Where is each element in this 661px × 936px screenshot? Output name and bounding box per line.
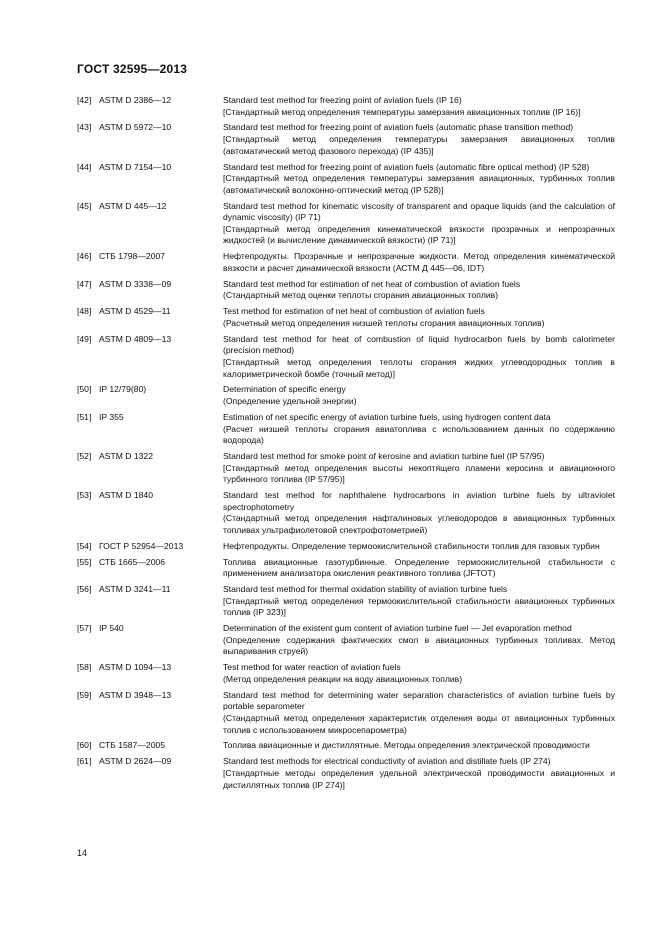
reference-description-line: [Стандартный метод определения кинематической вязкости прозрачных и непрозрачных жидкостей (и вычисление динамической вязкости) (IP 71)] — [223, 223, 615, 246]
reference-description-line: Estimation of net specific energy of aviation turbine fuels, using hydrogen content data — [223, 411, 551, 422]
reference-description-line: Standard test method for determining water separation characteristics of aviation turbine fuels by portable separometer — [223, 689, 615, 712]
reference-description-line: Standard test method for heat of combustion of liquid hydrocarbon fuels by bomb calorimeter (precision method) — [223, 333, 615, 356]
reference-entry — [77, 162, 615, 197]
reference-description-line: [Стандартные методы определения удельной электрической проводимости авиационных и дистиллятных топлив (IP 274)] — [223, 767, 615, 790]
reference-number: [60] — [77, 740, 92, 751]
reference-description-line: [Стандартный метод определения теплоты сгорания жидких углеводородных топлив в калориметрической бомбе (точный метод)] — [223, 356, 615, 379]
reference-description-line: Standard test method for estimation of net heat of combustion of aviation fuels — [223, 278, 521, 289]
reference-entry — [77, 541, 615, 553]
reference-entry — [77, 690, 615, 736]
reference-description-line: (Расчет низшей теплоты сгорания авиатоплива с использованием данных по содержанию водорода) — [223, 423, 615, 446]
reference-entry — [77, 412, 615, 447]
reference-description — [223, 251, 615, 274]
reference-entry — [77, 201, 615, 247]
reference-entry — [77, 122, 615, 157]
reference-description-line: (Расчетный метод определения низшей теплоты сгорания авиационных топлив) — [223, 317, 545, 328]
reference-description-line: Standard test methods for electrical conductivity of aviation and distillate fuels (IP 274) — [223, 756, 551, 767]
reference-description-line: Determination of specific energy — [223, 384, 346, 395]
reference-number: [43] — [77, 122, 92, 133]
reference-code: ASTM D 7154—10 — [99, 161, 172, 172]
reference-entry — [77, 584, 615, 619]
page-number: 14 — [77, 848, 88, 858]
reference-code: СТБ 1587—2005 — [99, 740, 166, 751]
reference-code: СТБ 1798—2007 — [99, 251, 166, 262]
reference-description — [223, 384, 615, 407]
reference-code: ASTM D 3948—13 — [99, 689, 172, 700]
reference-description — [223, 162, 615, 197]
reference-description — [223, 490, 615, 536]
reference-code: ASTM D 2624—09 — [99, 756, 172, 767]
reference-code: ASTM D 3241—11 — [99, 584, 171, 595]
reference-description — [223, 584, 615, 619]
reference-description-line: (Метод определения реакции на воду авиационных топлив) — [223, 673, 463, 684]
reference-entry — [77, 334, 615, 380]
reference-description-line: Standard test method for freezing point of aviation fuels (automatic phase transition method) — [223, 122, 574, 133]
reference-description — [223, 623, 615, 658]
reference-code: ASTM D 1322 — [99, 451, 153, 461]
reference-description-line: Standard test method for thermal oxidation stability of aviation turbine fuels — [223, 584, 508, 595]
reference-description — [223, 541, 615, 553]
reference-number: [56] — [77, 584, 92, 595]
reference-code: ASTM D 4529—11 — [99, 306, 171, 317]
reference-number: [44] — [77, 161, 92, 172]
reference-description — [223, 201, 615, 247]
reference-description — [223, 306, 615, 329]
reference-entry — [77, 306, 615, 329]
reference-description-line: (Стандартный метод определения характеристик отделения воды от авиационных турбинных топлив с использованием микросепарометра) — [223, 712, 615, 735]
reference-code: ГОСТ Р 52954—2013 — [99, 540, 184, 551]
reference-code: ASTM D 2386—12 — [99, 95, 172, 105]
reference-entry — [77, 740, 615, 752]
reference-code: ASTM D 4809—13 — [99, 333, 172, 344]
reference-code: СТБ 1665—2006 — [99, 556, 166, 567]
reference-description-line: Standard test method for naphthalene hydrocarbons in aviation turbine fuels by ultraviolet spectrophotometry — [223, 490, 615, 512]
reference-entry — [77, 557, 615, 580]
reference-code: ASTM D 1094—13 — [99, 662, 172, 673]
reference-entry — [77, 95, 615, 118]
reference-number: [46] — [77, 251, 92, 262]
reference-number: [49] — [77, 333, 92, 344]
reference-code: ASTM D 1840 — [99, 490, 153, 501]
document-header: ГОСТ 32595—2013 — [77, 62, 188, 76]
reference-description — [223, 334, 615, 380]
reference-description-line: [Стандартный метод определения температуры замерзания авиационных, турбинных топлив (автоматический волоконно-оптический метод (IP 528)] — [223, 173, 615, 195]
reference-description-line: [Стандартный метод определения термоокислительной стабильности авиационных турбинных топлив (IP 323)] — [223, 595, 615, 618]
reference-entry — [77, 623, 615, 658]
reference-description — [223, 690, 615, 736]
reference-entry — [77, 279, 615, 302]
reference-number: [61] — [77, 756, 92, 767]
reference-description-line: [Стандартный метод определения высоты некоптящего пламени керосина и авиационного турбинного топлива (IP 57/95)] — [223, 462, 615, 485]
reference-description-line: (Определение удельной энергии) — [223, 396, 357, 407]
references-list — [77, 95, 615, 795]
reference-code: IP 540 — [99, 623, 124, 634]
reference-number: [45] — [77, 200, 92, 211]
reference-description — [223, 95, 615, 118]
reference-description — [223, 557, 615, 580]
reference-description-line: Standard test method for smoke point of kerosine and aviation turbine fuel (IP 57/95) — [223, 451, 545, 461]
reference-code: ASTM D 3338—09 — [99, 278, 172, 289]
reference-number: [42] — [77, 95, 92, 105]
reference-number: [59] — [77, 689, 92, 700]
reference-description — [223, 756, 615, 791]
reference-number: [47] — [77, 278, 92, 289]
reference-description-line: Standard test method for kinematic viscosity of transparent and opaque liquids (and the calculation of dynamic viscosity) (IP 71) — [223, 200, 615, 223]
reference-description — [223, 279, 615, 302]
reference-entry — [77, 251, 615, 274]
reference-description-line: Test method for water reaction of aviation fuels — [223, 662, 401, 673]
reference-description-line: [Стандартный метод определения температуры замерзания авиационных топлив (автоматический метод фазового перехода) (IP 435)] — [223, 134, 615, 156]
reference-description — [223, 122, 615, 157]
reference-number: [48] — [77, 306, 92, 317]
reference-number: [58] — [77, 662, 92, 673]
reference-number: [51] — [77, 411, 92, 422]
reference-description-line: Standard test method for freezing point of aviation fuels (IP 16) — [223, 95, 462, 105]
reference-entry — [77, 451, 615, 486]
reference-number: [54] — [77, 540, 92, 551]
reference-description-line: (Определение содержания фактических смол в авиационных турбинных топливах. Метод выпаривания струей) — [223, 634, 615, 657]
reference-number: [53] — [77, 490, 92, 501]
reference-number: [57] — [77, 623, 92, 634]
reference-entry — [77, 490, 615, 536]
reference-number: [55] — [77, 556, 92, 567]
reference-number: [52] — [77, 451, 92, 461]
reference-code: IP 12/79(80) — [99, 384, 147, 395]
reference-description-line: Нефтепродукты. Прозрачные и непрозрачные жидкости. Метод определения кинематической вязкости и расчет динамической вязкости (АСТМ Д 445—06, IDT) — [223, 251, 615, 273]
reference-description — [223, 451, 615, 486]
reference-description-line: Test method for estimation of net heat of combustion of aviation fuels — [223, 306, 485, 317]
reference-description-line: Standard test method for freezing point of aviation fuels (automatic fibre optical method) (IP 528) — [223, 161, 590, 172]
reference-description — [223, 412, 615, 447]
reference-description — [223, 740, 615, 752]
reference-entry — [77, 384, 615, 407]
reference-description-line: [Стандартный метод определения температуры замерзания авиационных топлив (IP 16)] — [223, 106, 581, 117]
reference-code: ASTM D 5972—10 — [99, 122, 172, 133]
reference-description-line: (Стандартный метод оценки теплоты сгорания авиационных топлив) — [223, 290, 499, 301]
reference-description-line: Топлива авиационные газотурбинные. Определение термоокислительной стабильности с применением анализатора окисления реактивного топлива (JFTOT) — [223, 556, 615, 579]
reference-entry — [77, 662, 615, 685]
reference-description-line: Determination of the existent gum content of aviation turbine fuel — Jet evaporation method — [223, 623, 572, 634]
reference-entry — [77, 756, 615, 791]
reference-description-line: (Стандартный метод определения нафталиновых углеводородов в авиационных турбинных топливах ультрафиолетовой спектрофотометрией) — [223, 513, 615, 535]
reference-number: [50] — [77, 384, 92, 395]
reference-description-line: Нефтепродукты. Определение термоокислительной стабильности топлив для газовых турбин — [223, 540, 600, 551]
reference-description-line: Топлива авиационные и дистиллятные. Методы определения электрической проводимости — [223, 740, 590, 751]
reference-description — [223, 662, 615, 685]
reference-code: ASTM D 445—12 — [99, 200, 167, 211]
reference-code: IP 355 — [99, 411, 124, 422]
